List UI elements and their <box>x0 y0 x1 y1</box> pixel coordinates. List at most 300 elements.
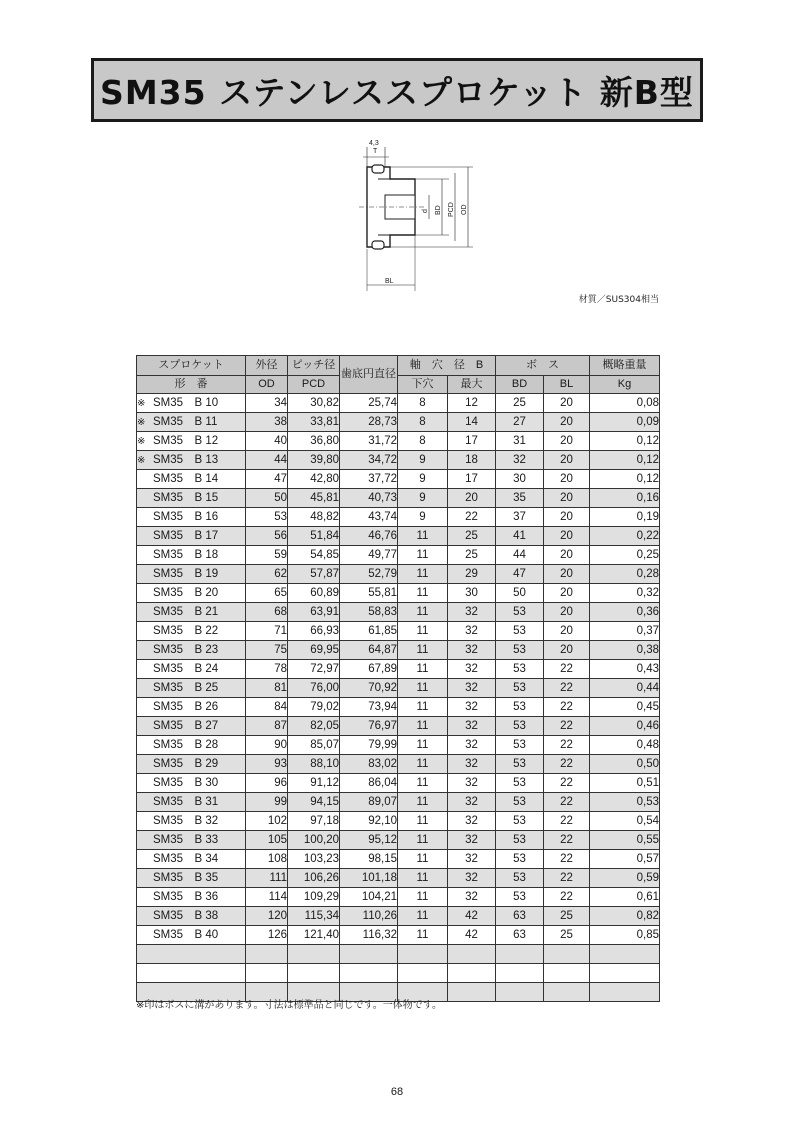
cell-bmax: 32 <box>448 755 496 774</box>
cell-bd: 50 <box>496 584 544 603</box>
cell-model <box>137 603 246 622</box>
cell-bd: 47 <box>496 565 544 584</box>
cell-root: 64,87 <box>340 641 398 660</box>
cell-kg: 0,61 <box>590 888 660 907</box>
cell-bmin: 8 <box>398 432 448 451</box>
model-number: SM35 B 34 <box>153 852 219 865</box>
cell-od: 102 <box>246 812 288 831</box>
table-row <box>137 717 660 736</box>
cell-model <box>137 432 246 451</box>
cell-model <box>137 489 246 508</box>
cell-kg: 0,46 <box>590 717 660 736</box>
cell-bl: 20 <box>544 413 590 432</box>
cell-pcd: 100,20 <box>288 831 340 850</box>
material-note: 材質／SUS304相当 <box>578 295 659 305</box>
cell-bmax: 32 <box>448 850 496 869</box>
dim-bd-label: BD <box>435 205 442 215</box>
table-row <box>137 812 660 831</box>
cell-bmin: 11 <box>398 603 448 622</box>
cell-od: 81 <box>246 679 288 698</box>
cell-root: 46,76 <box>340 527 398 546</box>
cell-pcd: 97,18 <box>288 812 340 831</box>
cell-bmin <box>398 945 448 964</box>
cell-root: 28,73 <box>340 413 398 432</box>
cell-od <box>246 945 288 964</box>
cell-pcd: 94,15 <box>288 793 340 812</box>
cell-kg: 0,12 <box>590 470 660 489</box>
cell-kg: 0,48 <box>590 736 660 755</box>
cell-bmin: 9 <box>398 489 448 508</box>
cell-pcd: 30,82 <box>288 394 340 413</box>
cell-root: 116,32 <box>340 926 398 945</box>
cell-bmin: 11 <box>398 926 448 945</box>
groove-mark: ※ <box>137 397 146 409</box>
cell-bmax <box>448 964 496 983</box>
cell-bl: 20 <box>544 641 590 660</box>
header-od-sub: OD <box>246 376 288 394</box>
model-number: SM35 B 33 <box>153 833 219 846</box>
cell-bmin: 11 <box>398 641 448 660</box>
table-row <box>137 774 660 793</box>
cell-bd: 31 <box>496 432 544 451</box>
cell-root: 25,74 <box>340 394 398 413</box>
dim-top-label: 4,3 <box>369 140 379 147</box>
cell-kg: 0,25 <box>590 546 660 565</box>
cell-od: 78 <box>246 660 288 679</box>
cell-od: 40 <box>246 432 288 451</box>
cell-model <box>137 641 246 660</box>
cell-model <box>137 717 246 736</box>
cell-bl: 20 <box>544 451 590 470</box>
cell-bd: 53 <box>496 869 544 888</box>
cell-bmin: 11 <box>398 888 448 907</box>
cell-bl: 22 <box>544 736 590 755</box>
cell-root: 110,26 <box>340 907 398 926</box>
cell-bd: 53 <box>496 812 544 831</box>
cell-bmin: 11 <box>398 660 448 679</box>
cell-bmax: 32 <box>448 717 496 736</box>
header-boss-bl: BL <box>544 376 590 394</box>
cell-bd <box>496 964 544 983</box>
model-number: SM35 B 40 <box>153 928 219 941</box>
table-row <box>137 622 660 641</box>
cell-od: 84 <box>246 698 288 717</box>
cell-model <box>137 508 246 527</box>
cell-od: 68 <box>246 603 288 622</box>
cell-bl: 25 <box>544 926 590 945</box>
cell-model <box>137 831 246 850</box>
cell-od: 50 <box>246 489 288 508</box>
header-root-diameter: 歯底円直径 <box>340 356 398 394</box>
table-row <box>137 926 660 945</box>
table-row <box>137 698 660 717</box>
cell-bmax: 32 <box>448 869 496 888</box>
cell-bd: 53 <box>496 717 544 736</box>
cell-bl: 22 <box>544 755 590 774</box>
cell-od: 96 <box>246 774 288 793</box>
footnote: ※印はボスに溝があります。寸法は標準品と同じです。一体物です。 <box>136 1000 442 1011</box>
header-weight-unit: Kg <box>590 376 660 394</box>
cell-bl: 22 <box>544 774 590 793</box>
cell-bmax: 32 <box>448 679 496 698</box>
model-number: SM35 B 24 <box>153 662 219 675</box>
header-bore-max: 最大 <box>448 376 496 394</box>
cell-od: 56 <box>246 527 288 546</box>
cell-bd: 44 <box>496 546 544 565</box>
cell-bmax: 32 <box>448 660 496 679</box>
model-number: SM35 B 16 <box>153 510 219 523</box>
cell-pcd: 121,40 <box>288 926 340 945</box>
header-bore-min: 下穴 <box>398 376 448 394</box>
model-number: SM35 B 27 <box>153 719 219 732</box>
model-number: SM35 B 23 <box>153 643 219 656</box>
cell-bmin: 11 <box>398 679 448 698</box>
cell-bmin: 11 <box>398 793 448 812</box>
cell-bd: 53 <box>496 774 544 793</box>
cell-root: 79,99 <box>340 736 398 755</box>
cell-model <box>137 964 246 983</box>
cell-kg: 0,37 <box>590 622 660 641</box>
cell-bmin: 9 <box>398 508 448 527</box>
cell-bmax: 20 <box>448 489 496 508</box>
cell-bd: 53 <box>496 622 544 641</box>
cell-bd: 37 <box>496 508 544 527</box>
groove-mark: ※ <box>137 454 146 466</box>
cell-bl: 20 <box>544 584 590 603</box>
cell-bl: 20 <box>544 508 590 527</box>
table-row <box>137 850 660 869</box>
dim-pcd-label: PCD <box>448 202 455 217</box>
cell-bmin: 11 <box>398 565 448 584</box>
cell-bd <box>496 945 544 964</box>
cell-model <box>137 907 246 926</box>
cell-kg <box>590 964 660 983</box>
header-bore: 軸 穴 径 B <box>398 356 496 376</box>
cell-bmax: 14 <box>448 413 496 432</box>
header-pcd: ピッチ径 <box>288 356 340 376</box>
cell-bl: 20 <box>544 470 590 489</box>
cell-kg: 0,32 <box>590 584 660 603</box>
cell-bmax <box>448 983 496 1002</box>
cell-od: 126 <box>246 926 288 945</box>
cell-root: 101,18 <box>340 869 398 888</box>
model-number: SM35 B 12 <box>153 434 219 447</box>
dim-d-label: d <box>422 209 429 213</box>
cell-pcd: 54,85 <box>288 546 340 565</box>
cell-pcd: 88,10 <box>288 755 340 774</box>
cell-model <box>137 413 246 432</box>
cell-bd: 53 <box>496 888 544 907</box>
cell-model <box>137 926 246 945</box>
cell-bmax: 42 <box>448 907 496 926</box>
table-row <box>137 546 660 565</box>
cell-model <box>137 546 246 565</box>
model-number: SM35 B 30 <box>153 776 219 789</box>
cell-pcd: 36,80 <box>288 432 340 451</box>
cell-pcd <box>288 945 340 964</box>
cell-bmin: 11 <box>398 527 448 546</box>
cell-bmin: 9 <box>398 470 448 489</box>
cell-bmin: 11 <box>398 831 448 850</box>
cell-kg: 0,12 <box>590 451 660 470</box>
cell-root: 83,02 <box>340 755 398 774</box>
cell-model <box>137 470 246 489</box>
cell-bl: 22 <box>544 679 590 698</box>
cell-od: 38 <box>246 413 288 432</box>
cell-kg: 0,54 <box>590 812 660 831</box>
table-row <box>137 584 660 603</box>
cell-bmin: 11 <box>398 774 448 793</box>
cell-kg: 0,59 <box>590 869 660 888</box>
cell-pcd: 109,29 <box>288 888 340 907</box>
cell-od: 111 <box>246 869 288 888</box>
cell-bl: 22 <box>544 717 590 736</box>
table-row <box>137 508 660 527</box>
cell-root <box>340 964 398 983</box>
cell-bmin: 11 <box>398 736 448 755</box>
cell-kg: 0,36 <box>590 603 660 622</box>
cell-pcd: 82,05 <box>288 717 340 736</box>
page-number: 68 <box>390 1086 404 1098</box>
model-number: SM35 B 14 <box>153 472 219 485</box>
cell-root: 67,89 <box>340 660 398 679</box>
cell-kg: 0,43 <box>590 660 660 679</box>
model-number: SM35 B 28 <box>153 738 219 751</box>
cell-od <box>246 964 288 983</box>
cell-od: 87 <box>246 717 288 736</box>
cell-model <box>137 755 246 774</box>
cell-bl: 22 <box>544 869 590 888</box>
cell-kg: 0,45 <box>590 698 660 717</box>
cell-od: 59 <box>246 546 288 565</box>
cell-root: 52,79 <box>340 565 398 584</box>
cell-bmax: 32 <box>448 888 496 907</box>
cell-bmax: 22 <box>448 508 496 527</box>
cell-root: 31,72 <box>340 432 398 451</box>
cell-bd: 53 <box>496 698 544 717</box>
cell-pcd: 72,97 <box>288 660 340 679</box>
cell-bmax: 30 <box>448 584 496 603</box>
cell-bmax <box>448 945 496 964</box>
cell-bd: 53 <box>496 679 544 698</box>
model-number: SM35 B 35 <box>153 871 219 884</box>
cell-root: 73,94 <box>340 698 398 717</box>
cell-od: 44 <box>246 451 288 470</box>
model-number: SM35 B 11 <box>153 415 218 428</box>
cell-model <box>137 945 246 964</box>
table-row <box>137 603 660 622</box>
cell-pcd: 115,34 <box>288 907 340 926</box>
table-row <box>137 470 660 489</box>
cell-bmin: 11 <box>398 546 448 565</box>
cell-bmax: 17 <box>448 432 496 451</box>
cell-bmin: 11 <box>398 755 448 774</box>
cell-model <box>137 622 246 641</box>
header-od: 外径 <box>246 356 288 376</box>
cell-bmin: 8 <box>398 394 448 413</box>
model-number: SM35 B 13 <box>153 453 219 466</box>
cell-bd: 35 <box>496 489 544 508</box>
cell-kg: 0,50 <box>590 755 660 774</box>
cell-bl <box>544 945 590 964</box>
table-row <box>137 565 660 584</box>
cell-bmax: 32 <box>448 793 496 812</box>
cell-model <box>137 736 246 755</box>
cell-kg: 0,57 <box>590 850 660 869</box>
cell-bl <box>544 983 590 1002</box>
cell-pcd: 106,26 <box>288 869 340 888</box>
cell-bl: 22 <box>544 698 590 717</box>
cell-bd: 53 <box>496 660 544 679</box>
table-row <box>137 394 660 413</box>
cell-kg: 0,44 <box>590 679 660 698</box>
cell-bd: 25 <box>496 394 544 413</box>
table-row <box>137 907 660 926</box>
cell-pcd <box>288 964 340 983</box>
cell-bmax: 25 <box>448 527 496 546</box>
cell-bl: 22 <box>544 793 590 812</box>
cell-root: 86,04 <box>340 774 398 793</box>
cell-kg: 0,82 <box>590 907 660 926</box>
model-number: SM35 B 36 <box>153 890 219 903</box>
header-model-sub: 形 番 <box>137 376 246 394</box>
cell-bd: 63 <box>496 926 544 945</box>
dim-od-label: OD <box>461 204 468 215</box>
cell-kg: 0,51 <box>590 774 660 793</box>
table-row <box>137 489 660 508</box>
model-number: SM35 B 19 <box>153 567 219 580</box>
cell-bmin: 11 <box>398 869 448 888</box>
cell-bl: 20 <box>544 565 590 584</box>
cell-pcd: 51,84 <box>288 527 340 546</box>
cell-bd: 53 <box>496 755 544 774</box>
cell-bmin: 11 <box>398 584 448 603</box>
cell-od: 62 <box>246 565 288 584</box>
cell-od: 105 <box>246 831 288 850</box>
cell-bmin: 8 <box>398 413 448 432</box>
table-row <box>137 964 660 983</box>
cell-bd <box>496 983 544 1002</box>
cell-kg: 0,16 <box>590 489 660 508</box>
cell-bmax: 32 <box>448 812 496 831</box>
cell-bmin: 11 <box>398 812 448 831</box>
cell-root: 104,21 <box>340 888 398 907</box>
cell-pcd: 76,00 <box>288 679 340 698</box>
header-boss: ボ ス <box>496 356 590 376</box>
groove-mark: ※ <box>137 435 146 447</box>
cell-bl: 20 <box>544 527 590 546</box>
table-row <box>137 660 660 679</box>
model-number: SM35 B 22 <box>153 624 219 637</box>
cell-od: 90 <box>246 736 288 755</box>
cell-bl: 20 <box>544 622 590 641</box>
cell-kg: 0,09 <box>590 413 660 432</box>
table-row <box>137 641 660 660</box>
cell-bl: 22 <box>544 888 590 907</box>
cell-bd: 41 <box>496 527 544 546</box>
sprocket-section-diagram <box>345 135 485 295</box>
table-row <box>137 432 660 451</box>
cell-bd: 27 <box>496 413 544 432</box>
cell-root: 34,72 <box>340 451 398 470</box>
cell-pcd: 63,91 <box>288 603 340 622</box>
cell-bd: 32 <box>496 451 544 470</box>
cell-od: 53 <box>246 508 288 527</box>
cell-bmax: 32 <box>448 641 496 660</box>
cell-model <box>137 850 246 869</box>
cell-bl: 22 <box>544 660 590 679</box>
cell-od: 93 <box>246 755 288 774</box>
cell-root: 58,83 <box>340 603 398 622</box>
cell-bd: 53 <box>496 793 544 812</box>
cell-kg: 0,85 <box>590 926 660 945</box>
cell-bmax: 29 <box>448 565 496 584</box>
model-number: SM35 B 18 <box>153 548 219 561</box>
cell-model <box>137 565 246 584</box>
cell-model <box>137 584 246 603</box>
cell-od: 75 <box>246 641 288 660</box>
cell-bmin: 11 <box>398 850 448 869</box>
cell-bl: 20 <box>544 546 590 565</box>
dim-t-label: T <box>373 148 378 155</box>
cell-bl: 22 <box>544 850 590 869</box>
model-number: SM35 B 26 <box>153 700 219 713</box>
page-title: SM35 ステンレススプロケット 新B型 <box>100 72 694 112</box>
cell-kg: 0,55 <box>590 831 660 850</box>
cell-model <box>137 451 246 470</box>
table-row <box>137 755 660 774</box>
cell-od: 47 <box>246 470 288 489</box>
cell-model <box>137 660 246 679</box>
cell-bd: 30 <box>496 470 544 489</box>
table-row <box>137 888 660 907</box>
cell-kg: 0,08 <box>590 394 660 413</box>
cell-bmax: 18 <box>448 451 496 470</box>
header-weight: 概略重量 <box>590 356 660 376</box>
header-boss-bd: BD <box>496 376 544 394</box>
cell-od: 65 <box>246 584 288 603</box>
cell-bmin: 9 <box>398 451 448 470</box>
cell-model <box>137 869 246 888</box>
cell-pcd: 79,02 <box>288 698 340 717</box>
cell-pcd: 69,95 <box>288 641 340 660</box>
table-row <box>137 736 660 755</box>
cell-bmax: 25 <box>448 546 496 565</box>
cell-root: 37,72 <box>340 470 398 489</box>
cell-kg: 0,38 <box>590 641 660 660</box>
cell-pcd: 33,81 <box>288 413 340 432</box>
table-row <box>137 451 660 470</box>
cell-bmax: 32 <box>448 736 496 755</box>
cell-bl: 20 <box>544 394 590 413</box>
model-number: SM35 B 25 <box>153 681 219 694</box>
header-pcd-sub: PCD <box>288 376 340 394</box>
table-row <box>137 527 660 546</box>
cell-pcd: 57,87 <box>288 565 340 584</box>
cell-root: 55,81 <box>340 584 398 603</box>
cell-model <box>137 888 246 907</box>
cell-root: 95,12 <box>340 831 398 850</box>
cell-pcd: 103,23 <box>288 850 340 869</box>
cell-bmax: 12 <box>448 394 496 413</box>
model-number: SM35 B 15 <box>153 491 219 504</box>
cell-bl: 20 <box>544 489 590 508</box>
table-row <box>137 869 660 888</box>
cell-model <box>137 793 246 812</box>
cell-pcd: 39,80 <box>288 451 340 470</box>
cell-bl: 25 <box>544 907 590 926</box>
model-number: SM35 B 29 <box>153 757 219 770</box>
